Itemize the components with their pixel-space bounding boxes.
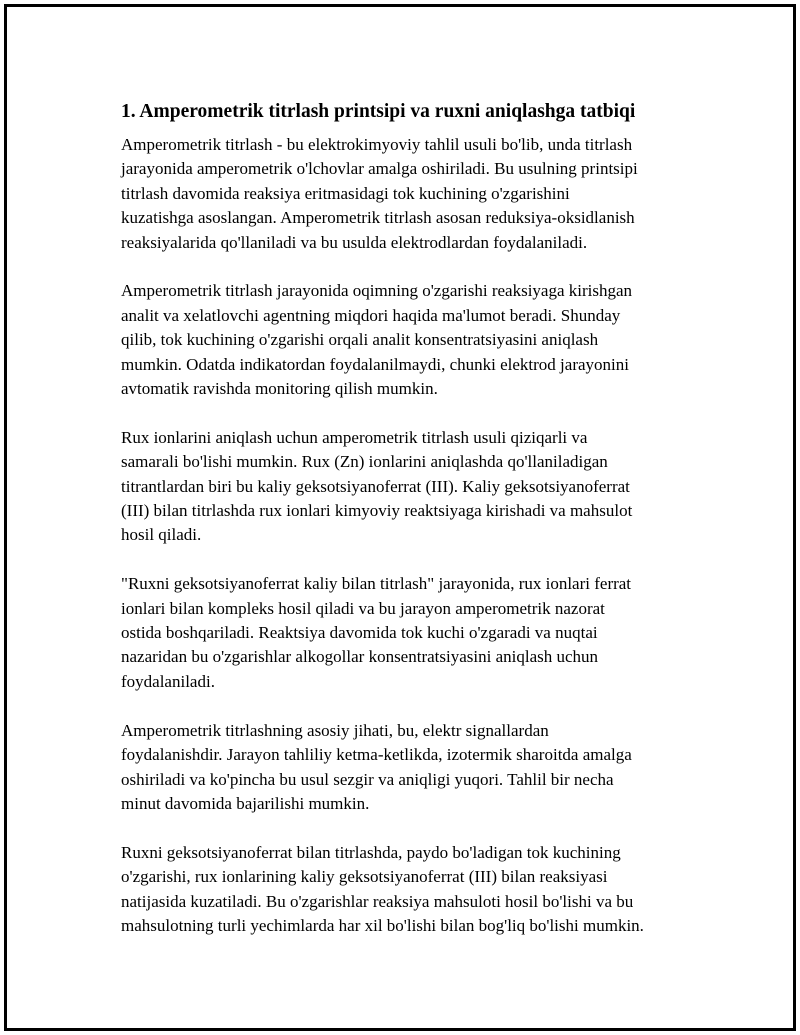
paragraph — [121, 279, 695, 401]
paragraph — [121, 572, 695, 694]
paragraph-line: mumkin. Odatda indikatordan foydalanilmaydi, chunki elektrod jarayonini — [121, 354, 629, 374]
document-page — [4, 4, 796, 1031]
paragraph-line: minut davomida bajarilishi mumkin. — [121, 793, 370, 813]
paragraph-line: analit va xelatlovchi agentning miqdori haqida ma'lumot beradi. Shunday — [121, 305, 621, 325]
paragraph-line: reaksiyalarida qo'llaniladi va bu usulda elektrodlardan foydalaniladi. — [121, 232, 588, 252]
paragraph-line: foydalanishdir. Jarayon tahliliy ketma-ketlikda, izotermik sharoitda amalga — [121, 745, 632, 765]
paragraph-line: Amperometrik titrlash jarayonida oqimning o'zgarishi reaksiyaga kirishgan — [121, 281, 633, 301]
paragraph-list — [121, 133, 695, 938]
paragraph-line: (III) bilan titrlashda rux ionlari kimyoviy reaktsiyaga kirishadi va mahsulot — [121, 501, 633, 521]
paragraph-line: natijasida kuzatiladi. Bu o'zgarishlar reaksiya mahsuloti hosil bo'lishi va bu — [121, 891, 634, 911]
paragraph-line: titrantlardan biri bu kaliy geksotsiyanoferrat (III). Kaliy geksotsiyanoferrat — [121, 476, 630, 496]
paragraph — [121, 426, 695, 548]
paragraph-line: Amperometrik titrlash - bu elektrokimyoviy tahlil usuli bo'lib, unda titrlash — [121, 135, 633, 154]
paragraph-line: samarali bo'lishi mumkin. Rux (Zn) ionlarini aniqlashda qo'llaniladigan — [121, 452, 608, 472]
paragraph-line: nazaridan bu o'zgarishlar alkogollar konsentratsiyasini aniqlash uchun — [121, 647, 599, 667]
paragraph — [121, 841, 695, 939]
paragraph-line: jarayonida amperometrik o'lchovlar amalga oshiriladi. Bu usulning printsipi — [121, 159, 638, 179]
paragraph-line: titrlash davomida reaksiya eritmasidagi tok kuchining o'zgarishini — [121, 183, 570, 203]
paragraph-line: qilib, tok kuchining o'zgarishi orqali analit konsentratsiyasini aniqlash — [121, 330, 599, 350]
paragraph-line: mahsulotning turli yechimlarda har xil bo'lishi bilan bog'liq bo'lishi mumkin. — [121, 915, 644, 935]
paragraph-line: Ruxni geksotsiyanoferrat bilan titrlashda, paydo bo'ladigan tok kuchining — [121, 842, 621, 862]
paragraph-line: avtomatik ravishda monitoring qilish mumkin. — [121, 379, 438, 399]
paragraph — [121, 719, 695, 817]
document-content — [121, 99, 695, 963]
paragraph-line: oshiriladi va ko'pincha bu usul sezgir va aniqligi yuqori. Tahlil bir necha — [121, 769, 614, 789]
paragraph-line: ionlari bilan kompleks hosil qiladi va bu jarayon amperometrik nazorat — [121, 598, 605, 618]
paragraph-line: kuzatishga asoslangan. Amperometrik titrlash asosan reduksiya-oksidlanish — [121, 208, 635, 228]
paragraph-line: foydalaniladi. — [121, 671, 215, 691]
paragraph-line: hosil qiladi. — [121, 525, 202, 545]
paragraph-line: Amperometrik titrlashning asosiy jihati, bu, elektr signallardan — [121, 720, 549, 740]
document-title: 1. Amperometrik titrlash printsipi va ruxni aniqlashga tatbiqi — [121, 101, 636, 122]
paragraph-line: ostida boshqariladi. Reaktsiya davomida tok kuchi o'zgaradi va nuqtai — [121, 623, 598, 643]
paragraph-line: Rux ionlarini aniqlash uchun amperometrik titrlash usuli qiziqarli va — [121, 427, 588, 447]
paragraph-line: o'zgarishi, rux ionlarining kaliy geksotsiyanoferrat (III) bilan reaksiyasi — [121, 867, 608, 887]
paragraph — [121, 133, 695, 255]
paragraph-line: "Ruxni geksotsiyanoferrat kaliy bilan titrlash" jarayonida, rux ionlari ferrat — [121, 574, 632, 594]
